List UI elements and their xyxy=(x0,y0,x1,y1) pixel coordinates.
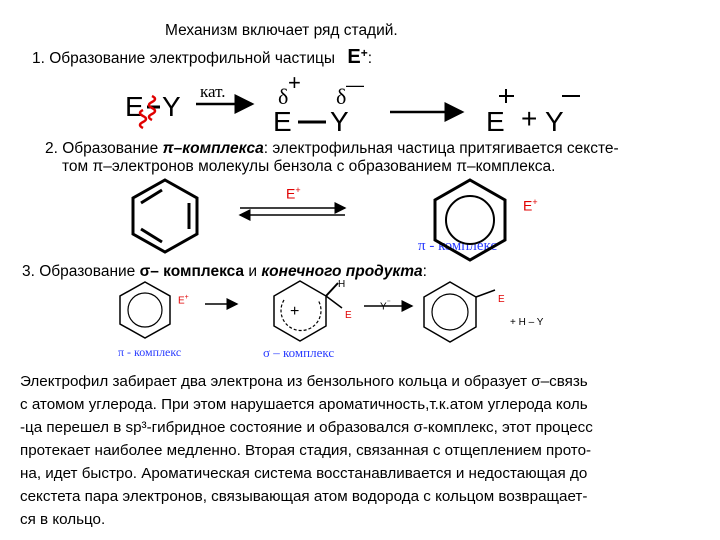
eq1-Y2: Y xyxy=(330,106,349,137)
benzene-ring xyxy=(133,180,197,252)
eq1-E-product: E xyxy=(486,106,505,137)
step2-product-E: E+ xyxy=(523,197,538,214)
page-title: Механизм включает ряд стадий. xyxy=(165,22,398,39)
paragraph-line: -ца перешел в sp³-гибридное состояние и образовался σ-комплекс, этот процесс xyxy=(20,419,593,436)
paragraph-line: протекает наиболее медленно. Вторая стадия, связанная с отщеплением прото- xyxy=(20,442,592,459)
step2-post: : электрофильная частица притягивается сексте- xyxy=(263,140,619,157)
step3-sigma: σ– комплекса xyxy=(139,263,245,280)
step3-Y-reagent: Y⁻ xyxy=(380,298,391,313)
eq1-minus: — xyxy=(346,75,364,95)
step3-pi-label: π - комплекс xyxy=(118,345,182,359)
eq1-Y-product: Y xyxy=(545,106,564,137)
eq1-delta-plus: δ xyxy=(278,84,289,109)
paragraph-line: ся в кольцо. xyxy=(20,511,106,528)
step3-sigma-label: σ – комплекс xyxy=(263,345,335,360)
step1-text: 1. Образование электрофильной частицы xyxy=(32,50,336,68)
eq1-plus: + xyxy=(288,70,301,95)
sigma-complex xyxy=(274,281,342,341)
pi-complex-ring xyxy=(435,180,505,260)
step3-plus-in-ring: + xyxy=(290,303,300,320)
step1-sup: + xyxy=(360,46,368,60)
step1-symbol: E xyxy=(347,46,361,69)
product-ring xyxy=(424,282,495,342)
step3-final: конечного продукта xyxy=(261,263,423,280)
step3-E-label: E+ xyxy=(178,294,189,307)
eq1-Y: Y xyxy=(162,91,181,122)
pi-complex-small xyxy=(120,282,170,338)
step2-pi: π–комплекса xyxy=(162,140,264,157)
step3-H-label: H xyxy=(338,279,346,290)
paragraph-line: с атомом углерода. При этом нарушается ароматичность,т.к.атом углерода коль xyxy=(20,396,588,413)
step2-caption: π - комплекс xyxy=(418,238,498,254)
paragraph-line: секстета пара электронов, связывающая атом водорода с кольцом возвращает- xyxy=(20,488,588,505)
paragraph-line: на, идет быстро. Ароматическая система восстанавливается и недостающая до xyxy=(20,465,588,482)
bond-break-wave-icon xyxy=(149,96,155,120)
eq1-E: E xyxy=(125,91,144,122)
eq1-delta-minus: δ xyxy=(336,84,347,109)
eq1-plus-sign: + xyxy=(521,103,538,134)
eq1-catalyst: кат. xyxy=(200,82,226,101)
eq1-E2: E xyxy=(273,106,292,137)
step2-line2: том π–электронов молекулы бензола с образованием π–комплекса. xyxy=(62,158,556,175)
step3-side-product: + H – Y xyxy=(510,317,544,328)
step3-heading: 3. Образование σ– комплекса и конечного продукта: xyxy=(22,263,427,280)
step1-tail: : xyxy=(367,50,373,68)
bond-break-wave-icon-lower xyxy=(140,110,146,128)
paragraph-line: Электрофил забирает два электрона из бензольного кольца и образует σ–связь xyxy=(20,373,588,390)
step2-pre: 2. Образование xyxy=(45,140,163,157)
step2-reagent: E+ xyxy=(286,185,301,202)
step3-E-sigma: E xyxy=(345,310,352,321)
step3-E-product: E xyxy=(498,294,505,305)
